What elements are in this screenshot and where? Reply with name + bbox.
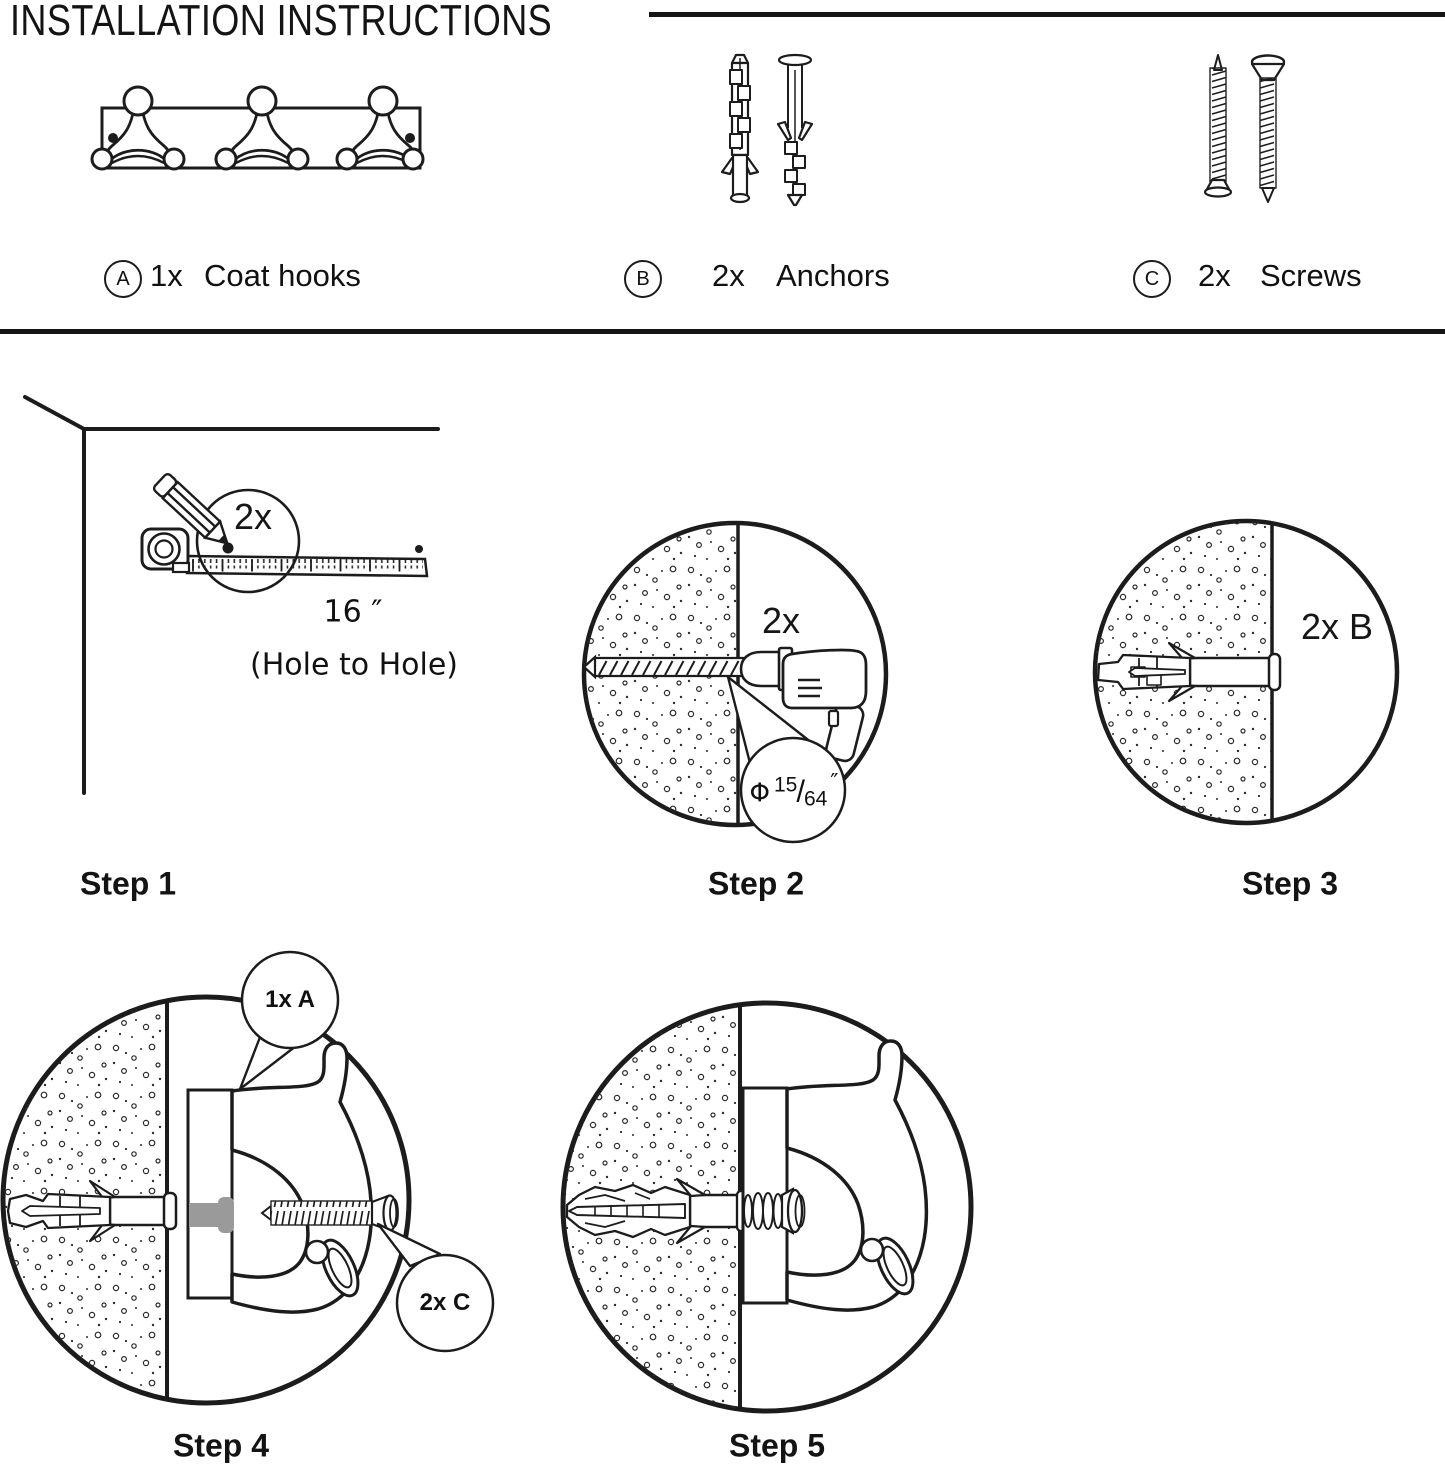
diameter-symbol: Φ xyxy=(749,778,770,809)
step3-qty: 2x B xyxy=(1300,606,1374,647)
mark-dot-right xyxy=(415,545,423,553)
drill-bit xyxy=(584,657,747,677)
anchors-drawing xyxy=(715,50,825,210)
drill-numerator: 15 xyxy=(773,773,798,797)
rail-hole-right xyxy=(405,133,415,143)
part-letter-b xyxy=(624,260,662,298)
step1-label: Step 1 xyxy=(79,865,177,902)
part-letter-b-text: B xyxy=(636,267,650,290)
step3-label: Step 3 xyxy=(1241,865,1339,902)
screws-drawing xyxy=(1195,50,1300,205)
part-letter-c xyxy=(1133,260,1171,298)
screw-left xyxy=(1205,55,1231,197)
title-rule xyxy=(649,12,1445,17)
part-letter-c-text: C xyxy=(1144,267,1160,290)
drill-unit: ″ xyxy=(830,770,839,796)
part-b-name: Anchors xyxy=(776,258,890,293)
page-title: INSTALLATION INSTRUCTIONS xyxy=(10,0,553,45)
screw-right xyxy=(1252,56,1284,203)
part-c-qty: 2x xyxy=(1198,258,1231,293)
step2-illustration xyxy=(575,515,905,860)
part-letter-a xyxy=(104,260,142,298)
step4-callout-hook-text: 1x A xyxy=(265,986,315,1013)
tape-measure-icon xyxy=(142,529,427,576)
step3-illustration xyxy=(1085,515,1415,845)
drill-size-text xyxy=(749,771,838,812)
drill-denominator: 64 xyxy=(803,787,828,811)
step1-distance: 16 ″ xyxy=(323,594,383,630)
callout-screw xyxy=(378,1224,493,1351)
rail-hole-left xyxy=(108,133,118,143)
step4-illustration xyxy=(0,945,505,1420)
step4-callout-screw-text: 2x C xyxy=(419,1289,471,1316)
mark-dot-left xyxy=(223,543,234,554)
fraction-slash: / xyxy=(796,773,805,809)
step2-qty: 2x xyxy=(761,600,801,641)
anchor-right xyxy=(778,55,812,205)
step5-illustration xyxy=(555,995,987,1420)
step5-label: Step 5 xyxy=(728,1427,826,1464)
step4-label: Step 4 xyxy=(172,1427,270,1464)
part-a-qty: 1x xyxy=(150,258,183,293)
coat-hooks-drawing xyxy=(95,85,430,180)
step1-illustration xyxy=(15,385,455,805)
anchor-left xyxy=(722,55,758,202)
section-divider xyxy=(0,329,1445,334)
part-letter-a-text: A xyxy=(116,267,130,290)
step2-label: Step 2 xyxy=(707,865,805,902)
part-c-name: Screws xyxy=(1260,258,1362,293)
step1-note: (Hole to Hole) xyxy=(249,647,459,683)
step1-qty: 2x xyxy=(233,496,273,537)
hook-rail-side xyxy=(188,1090,232,1298)
part-b-qty: 2x xyxy=(712,258,745,293)
part-a-name: Coat hooks xyxy=(204,258,361,293)
